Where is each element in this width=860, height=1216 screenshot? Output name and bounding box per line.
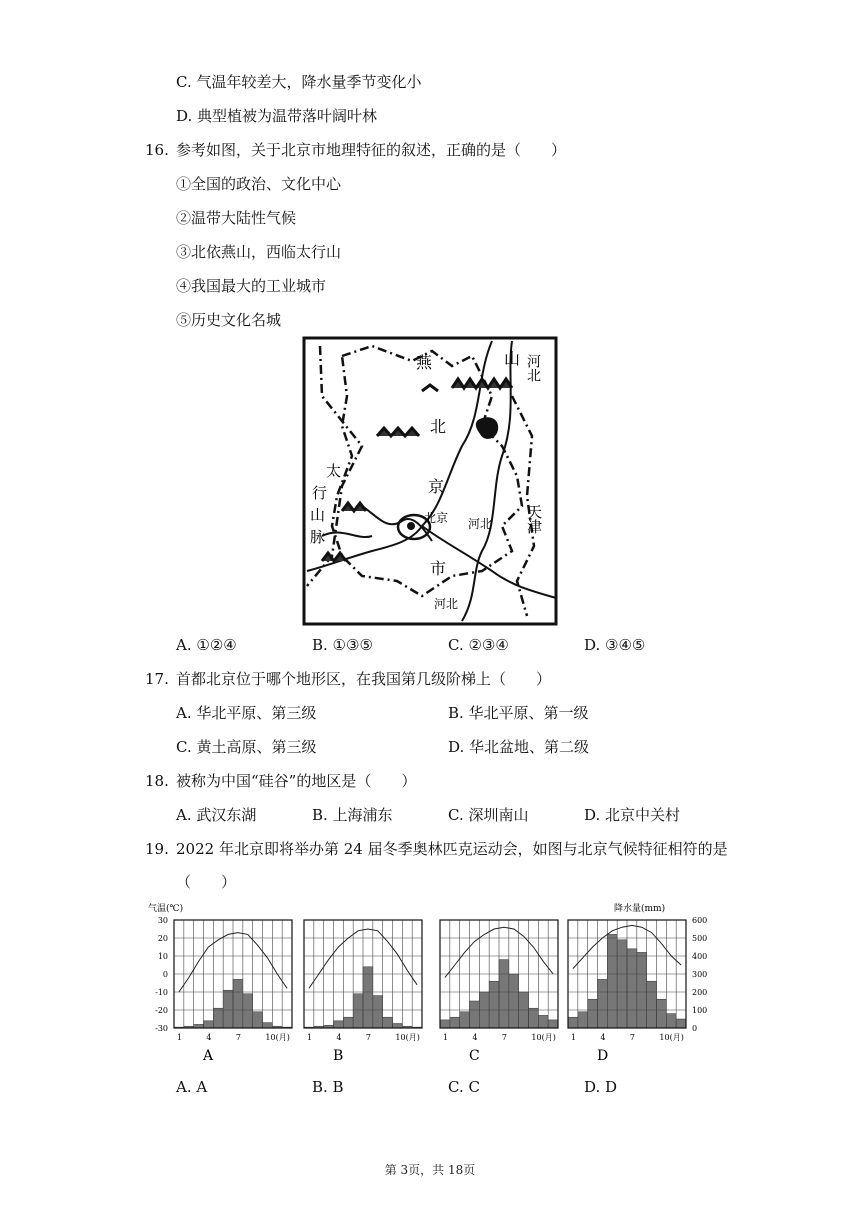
map-label-mai: 脉	[310, 528, 326, 546]
q16-item-2: ②温带大陆性气候	[176, 209, 297, 227]
precip-bar	[334, 1021, 344, 1028]
precip-bar	[598, 979, 608, 1028]
map-label-hebei-ne: 河北	[525, 354, 541, 382]
q16-option-b: B. ①③⑤	[312, 636, 373, 654]
precip-bar	[647, 981, 657, 1028]
q19-option-b: B. B	[312, 1078, 344, 1096]
q19-stem-paren: （ ）	[176, 873, 237, 891]
x-tick-label: 10(月)	[395, 1033, 420, 1042]
climate-charts	[140, 900, 708, 1072]
q16-item-5: ⑤历史文化名城	[176, 311, 282, 329]
precip-bar	[607, 934, 617, 1028]
precip-bar	[460, 1012, 470, 1028]
climate-panel-a	[174, 920, 292, 1064]
map-label-tai: 太	[326, 462, 342, 480]
precip-bar	[253, 1012, 263, 1028]
q16-option-d: D. ③④⑤	[584, 636, 646, 654]
precip-bar	[578, 1012, 588, 1028]
panel-letter: A	[203, 1048, 214, 1064]
page-footer: 第 3页，共 18页	[384, 1163, 476, 1177]
precip-bar	[204, 1021, 214, 1028]
x-tick-label: 4	[336, 1033, 342, 1042]
precip-tick-label: 600	[692, 916, 708, 925]
right-axis-label: 降水量(mm)	[614, 904, 666, 914]
q19-option-a: A. A	[176, 1078, 208, 1096]
precip-bar	[373, 996, 383, 1028]
precip-bar	[393, 1024, 403, 1029]
x-tick-label: 7	[629, 1033, 636, 1042]
precip-tick-label: 500	[692, 934, 708, 943]
x-tick-label: 7	[235, 1033, 242, 1042]
precip-bar	[243, 994, 253, 1028]
precip-bar	[363, 967, 373, 1028]
precip-bar	[538, 1015, 548, 1028]
precip-bar	[637, 952, 647, 1028]
x-tick-label: 4	[206, 1033, 212, 1042]
panel-letter: B	[333, 1048, 344, 1064]
x-tick-label: 10(月)	[265, 1033, 290, 1042]
q16-item-1: ①全国的政治、文化中心	[176, 175, 342, 193]
map-label-tianjin: 天津	[525, 504, 543, 534]
precip-bar	[213, 1008, 223, 1028]
precip-bar	[450, 1017, 460, 1028]
precip-bar	[353, 994, 363, 1028]
precip-bar	[223, 990, 233, 1028]
climate-panel-c	[440, 920, 558, 1064]
temp-tick-label: -20	[155, 1006, 168, 1015]
precip-bar	[343, 1017, 353, 1028]
q18-option-c: C. 深圳南山	[448, 806, 529, 824]
precip-bar	[233, 979, 243, 1028]
precip-bar	[499, 960, 509, 1028]
q19-number: 19.	[145, 840, 169, 858]
panel-letter: D	[597, 1048, 609, 1064]
q16-stem: 参考如图，关于北京市地理特征的叙述，正确的是（ ）	[176, 141, 567, 159]
q17-stem: 首都北京位于哪个地形区，在我国第几级阶梯上（ ）	[176, 670, 552, 688]
q17-option-a: A. 华北平原、第三级	[176, 704, 317, 722]
q19-option-c: C. C	[448, 1078, 480, 1096]
temp-tick-label: 20	[157, 934, 168, 943]
precip-tick-label: 0	[692, 1024, 698, 1033]
map-label-yan: 燕	[416, 353, 433, 372]
temp-tick-label: 30	[157, 916, 168, 925]
x-tick-label: 7	[365, 1033, 372, 1042]
precip-bar	[666, 1014, 676, 1028]
map-label-beijing-city: 北京	[424, 511, 449, 525]
q18-option-d: D. 北京中关村	[584, 806, 681, 824]
q18-option-b: B. 上海浦东	[312, 806, 393, 824]
map-label-bei: 北	[430, 417, 447, 436]
map-label-hebei-mid: 河北	[468, 517, 493, 531]
q15-option-d: D. 典型植被为温带落叶阔叶林	[176, 107, 378, 125]
precip-bar	[627, 949, 637, 1028]
x-tick-label: 1	[306, 1033, 313, 1042]
climate-panel-d	[568, 920, 686, 1064]
precip-tick-label: 300	[692, 970, 708, 979]
temp-tick-label: 10	[157, 952, 168, 961]
map-label-shi: 市	[430, 559, 447, 578]
q15-option-c: C. 气温年较差大，降水量季节变化小	[176, 73, 422, 91]
precip-bar	[617, 940, 627, 1028]
q19-stem: 2022 年北京即将举办第 24 届冬季奥林匹克运动会，如图与北京气候特征相符的是	[176, 840, 728, 858]
q18-stem: 被称为中国“硅谷”的地区是（ ）	[176, 772, 417, 790]
q17-option-d: D. 华北盆地、第二级	[448, 738, 590, 756]
precip-bar	[548, 1020, 558, 1028]
x-tick-label: 10(月)	[659, 1033, 684, 1042]
temp-tick-label: -30	[155, 1024, 168, 1033]
precip-bar	[470, 1001, 480, 1028]
q16-number: 16.	[145, 141, 169, 159]
x-tick-label: 1	[442, 1033, 449, 1042]
map-label-shan2: 山	[310, 506, 326, 524]
precip-bar	[588, 999, 598, 1028]
climate-panel-b	[304, 920, 422, 1064]
q18-option-a: A. 武汉东湖	[176, 806, 257, 824]
precip-bar	[657, 999, 667, 1028]
q19-option-d: D. D	[584, 1078, 618, 1096]
precip-bar	[383, 1017, 393, 1028]
x-tick-label: 10(月)	[531, 1033, 556, 1042]
x-tick-label: 7	[501, 1033, 508, 1042]
temp-tick-label: 0	[162, 970, 168, 979]
panel-letter: C	[469, 1048, 480, 1064]
map-label-shan: 山	[504, 349, 521, 368]
precip-bar	[440, 1020, 450, 1028]
precip-bar	[489, 981, 499, 1028]
map-label-jing: 京	[428, 477, 445, 496]
beijing-map	[302, 336, 558, 626]
x-tick-label: 1	[176, 1033, 183, 1042]
temp-tick-label: -10	[155, 988, 168, 997]
q16-item-4: ④我国最大的工业城市	[176, 277, 327, 295]
left-axis-label: 气温(℃)	[148, 904, 184, 914]
map-label-hebei-s: 河北	[434, 597, 459, 611]
map-label-hang: 行	[312, 484, 328, 502]
precip-tick-label: 100	[692, 1006, 708, 1015]
q16-item-3: ③北依燕山，西临太行山	[176, 243, 342, 261]
q17-option-b: B. 华北平原、第一级	[448, 704, 589, 722]
q17-number: 17.	[145, 670, 169, 688]
x-tick-label: 4	[472, 1033, 478, 1042]
q17-option-c: C. 黄土高原、第三级	[176, 738, 317, 756]
precip-bar	[529, 1008, 539, 1028]
q16-option-a: A. ①②④	[176, 636, 237, 654]
precip-tick-label: 200	[692, 988, 708, 997]
q16-option-c: C. ②③④	[448, 636, 509, 654]
x-tick-label: 1	[570, 1033, 577, 1042]
precip-bar	[263, 1023, 273, 1028]
precip-bar	[568, 1017, 578, 1028]
precip-bar	[676, 1019, 686, 1028]
precip-tick-label: 400	[692, 952, 708, 961]
precip-bar	[509, 974, 519, 1028]
x-tick-label: 4	[600, 1033, 606, 1042]
q18-number: 18.	[145, 772, 169, 790]
